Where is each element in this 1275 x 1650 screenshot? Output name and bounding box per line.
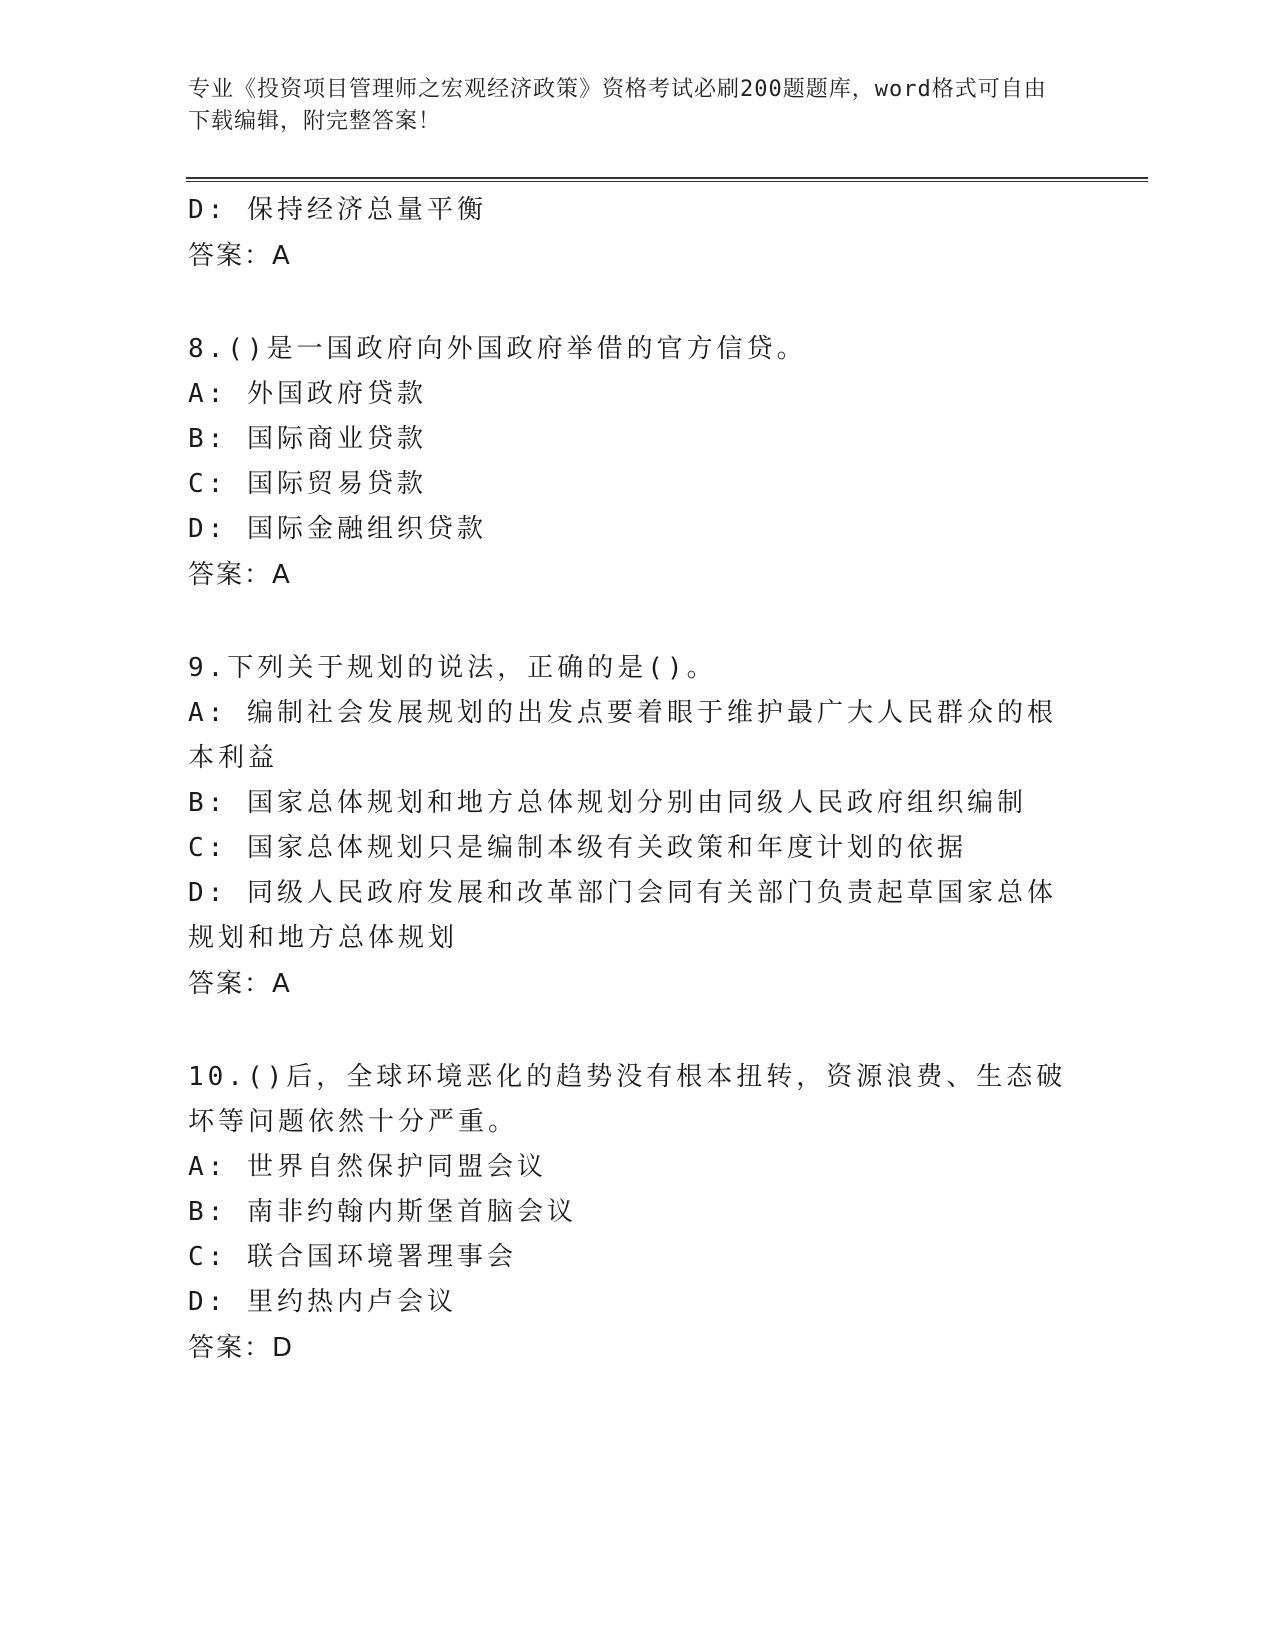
prev-answer: 答案：A bbox=[188, 241, 292, 271]
option-d: D: 同级人民政府发展和改革部门会同有关部门负责起草国家总体规划和地方总体规划 bbox=[188, 878, 1057, 953]
option-b: B: 国际商业贷款 bbox=[188, 424, 427, 454]
question-stem: 10.()后，全球环境恶化的趋势没有根本扭转，资源浪费、生态破坏等问题依然十分严重。 bbox=[188, 1062, 1067, 1137]
spacer bbox=[188, 1007, 1068, 1055]
page-header: 专业《投资项目管理师之宏观经济政策》资格考试必刷200题题库，word格式可自由下载编辑，附完整答案！ bbox=[188, 77, 1047, 134]
spacer bbox=[188, 279, 1068, 327]
option-c: C: 国家总体规划只是编制本级有关政策和年度计划的依据 bbox=[188, 833, 967, 863]
answer: 答案：A bbox=[188, 969, 292, 999]
option-d: D: 里约热内卢会议 bbox=[188, 1287, 457, 1317]
question-content bbox=[188, 188, 1068, 1371]
question-stem: 8.()是一国政府向外国政府举借的官方信贷。 bbox=[188, 334, 807, 364]
option-c: C: 联合国环境署理事会 bbox=[188, 1242, 517, 1272]
option-d: D: 国际金融组织贷款 bbox=[188, 514, 487, 544]
question-8 bbox=[188, 327, 1068, 598]
option-b: B: 国家总体规划和地方总体规划分别由同级人民政府组织编制 bbox=[188, 788, 1027, 818]
answer: 答案：D bbox=[188, 1333, 295, 1363]
question-9 bbox=[188, 646, 1068, 1007]
header-divider bbox=[186, 177, 1148, 182]
option-a: A: 世界自然保护同盟会议 bbox=[188, 1152, 547, 1182]
prev-option-d: D: 保持经济总量平衡 bbox=[188, 195, 487, 225]
question-stem: 9.下列关于规划的说法，正确的是()。 bbox=[188, 653, 717, 683]
answer: 答案：A bbox=[188, 560, 292, 590]
option-b: B: 南非约翰内斯堡首脑会议 bbox=[188, 1197, 577, 1227]
question-10 bbox=[188, 1055, 1068, 1371]
option-a: A: 外国政府贷款 bbox=[188, 379, 427, 409]
option-c: C: 国际贸易贷款 bbox=[188, 469, 427, 499]
spacer bbox=[188, 598, 1068, 646]
option-a: A: 编制社会发展规划的出发点要着眼于维护最广大人民群众的根本利益 bbox=[188, 698, 1057, 773]
